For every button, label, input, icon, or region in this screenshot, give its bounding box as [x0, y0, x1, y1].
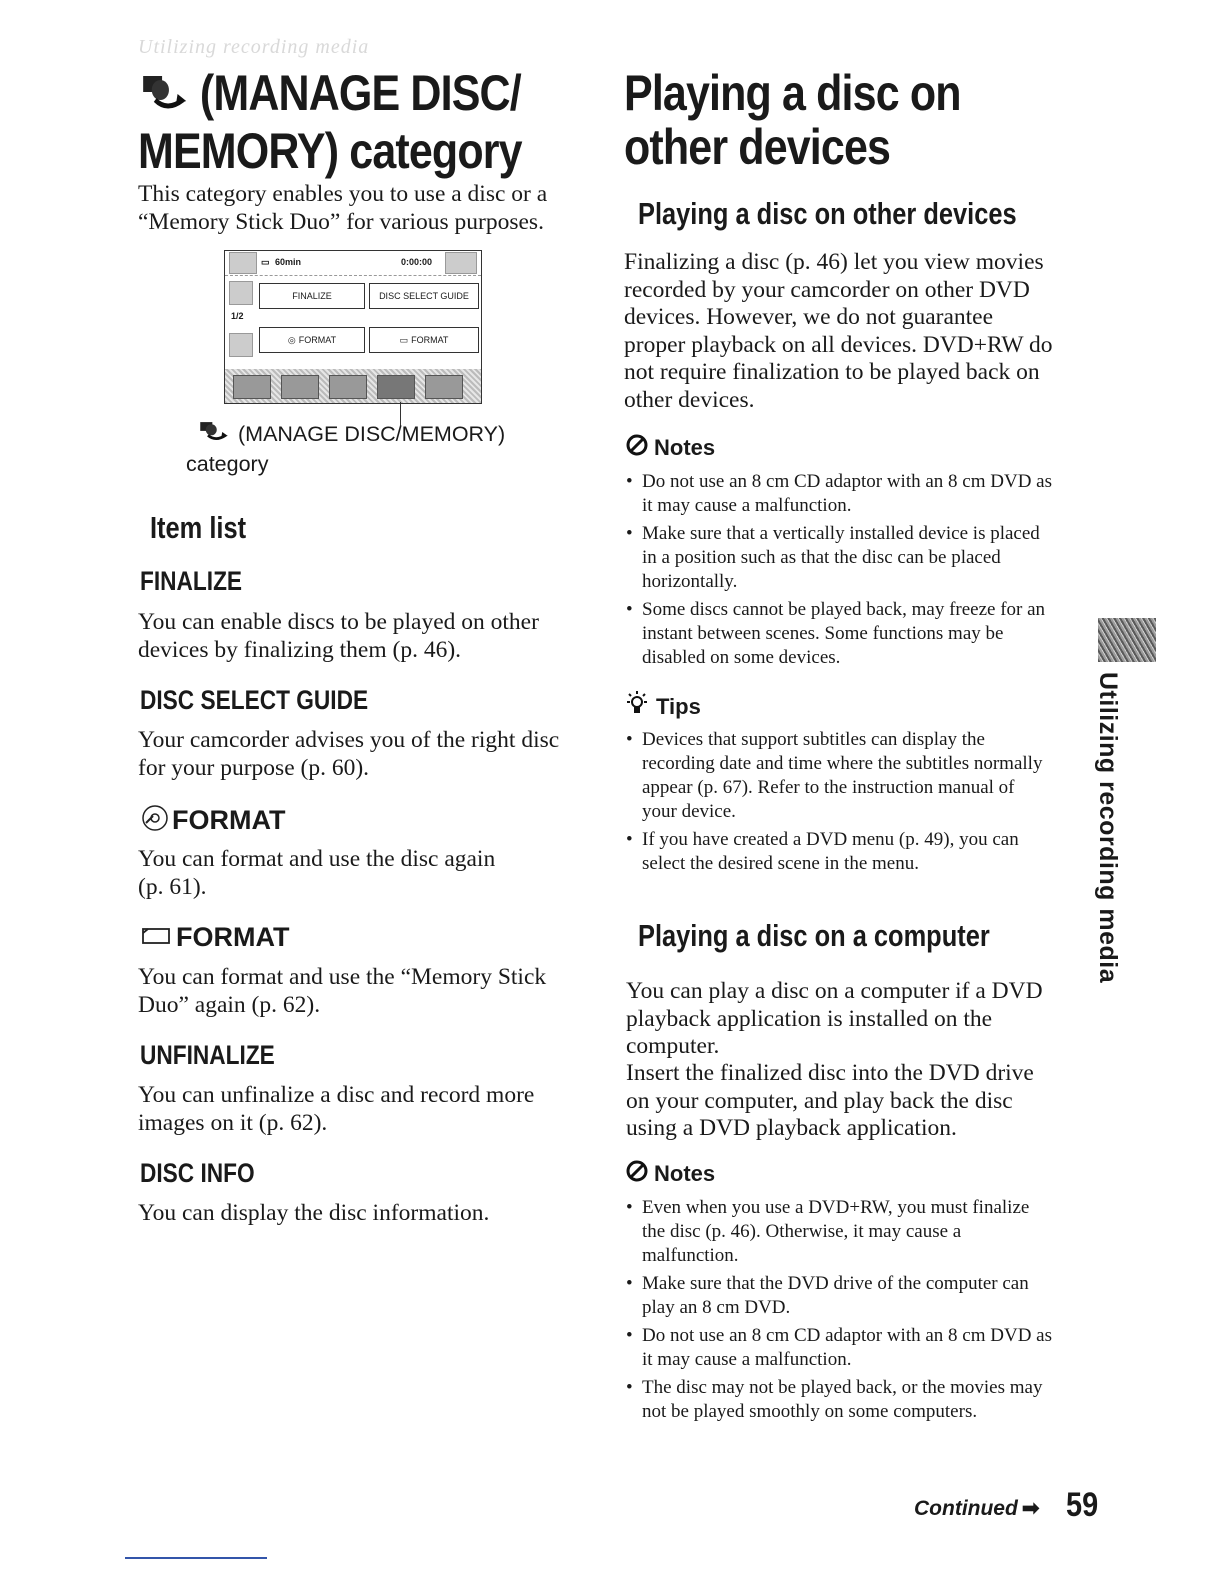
item-list-heading: Item list	[150, 510, 247, 545]
chapter-tab-marker	[1098, 618, 1156, 662]
item-text-disc-format: You can format and use the disc again (p. 61).	[138, 846, 496, 900]
caption-line-1: (MANAGE DISC/MEMORY)	[194, 420, 505, 450]
continued-label: Continued ➡	[914, 1497, 1040, 1520]
screen-category-bar	[225, 369, 481, 403]
screen-caption	[186, 420, 505, 478]
title-line-2: other devices	[624, 119, 891, 175]
list-item: • Devices that support subtitles can display the recording date and time where the subtitles normally appear (p. 67). Refer to the instruction manual of your device.	[624, 728, 1054, 824]
running-head: Utilizing recording media	[138, 36, 370, 58]
menu-screen-illustration	[224, 250, 482, 404]
tips-list	[624, 728, 1054, 880]
manage-disc-icon	[194, 421, 234, 450]
ms-format-button: ▭ FORMAT	[369, 327, 479, 353]
notes-icon	[626, 434, 648, 462]
item-heading-unfinalize: UNFINALIZE	[140, 1040, 275, 1070]
lightbulb-icon	[626, 690, 648, 724]
item-heading-disc-select-guide: DISC SELECT GUIDE	[140, 685, 369, 715]
title-line-1: (MANAGE DISC/	[138, 66, 522, 124]
bottom-rule	[125, 1557, 267, 1559]
list-item: • If you have created a DVD menu (p. 49), you can select the desired scene in the menu.	[624, 828, 1054, 876]
category-tab-2	[281, 375, 319, 399]
chapter-tab-label: Utilizing recording media	[1094, 672, 1122, 984]
category-tab-3	[329, 375, 367, 399]
screen-close-button	[445, 252, 477, 274]
section-heading-other-devices: Playing a disc on other devices	[638, 196, 1017, 231]
item-text-ms-format: You can format and use the “Memory Stick Duo” again (p. 62).	[138, 964, 547, 1018]
list-item: • Even when you use a DVD+RW, you must finalize the disc (p. 46). Otherwise, it may cause a malfunction.	[624, 1196, 1054, 1268]
list-item: • Do not use an 8 cm CD adaptor with an 8 cm DVD as it may cause a malfunction.	[624, 470, 1054, 518]
section-text-computer-2: Insert the finalized disc into the DVD drive on your computer, and play back the disc using a DVD playback application.	[626, 1060, 1034, 1141]
screen-up-button	[229, 281, 253, 305]
tips-heading: Tips	[626, 690, 701, 724]
disc-format-icon	[140, 803, 170, 838]
item-text-disc-info: You can display the disc information.	[138, 1200, 490, 1226]
list-item: • Do not use an 8 cm CD adaptor with an 8 cm DVD as it may cause a malfunction.	[624, 1324, 1054, 1372]
remaining-time: 60min	[275, 257, 302, 267]
finalize-button: FINALIZE	[259, 283, 365, 309]
category-tab-1	[233, 375, 271, 399]
arrow-right-icon: ➡	[1021, 1497, 1040, 1520]
notes-heading-2: Notes	[626, 1160, 715, 1188]
caption-line-2: category	[186, 451, 269, 476]
page-indicator: 1/2	[231, 311, 244, 321]
disc-format-button: ◎ FORMAT	[259, 327, 365, 353]
item-text-disc-select-guide: Your camcorder advises you of the right disc for your purpose (p. 60).	[138, 727, 560, 781]
page-number: 59	[1066, 1486, 1099, 1524]
category-tab-5	[425, 375, 463, 399]
section-heading-computer: Playing a disc on a computer	[638, 918, 990, 953]
list-item: • Make sure that a vertically installed device is placed in a position such as that the disc can be placed horizontally.	[624, 522, 1054, 594]
section-text-other-devices: Finalizing a disc (p. 46) let you view movies recorded by your camcorder on other DVD devices. However, we do not guarantee proper playback on all devices. DVD+RW do not require finalization to be played back on other devices.	[624, 249, 1053, 413]
category-intro: This category enables you to use a disc or a “Memory Stick Duo” for various purposes.	[138, 181, 548, 235]
item-heading-finalize: FINALIZE	[140, 566, 243, 596]
item-text-finalize: You can enable discs to be played on other devices by finalizing them (p. 46).	[138, 609, 539, 663]
manage-disc-icon	[138, 70, 191, 124]
section-text-computer-1: You can play a disc on a computer if a DVD playback application is installed on the computer.	[626, 978, 1043, 1059]
notes-list-2	[624, 1196, 1054, 1428]
disc-icon: ▭	[261, 257, 270, 267]
notes-list-1	[624, 470, 1054, 674]
item-heading-disc-info: DISC INFO	[140, 1158, 255, 1188]
memory-stick-icon	[140, 924, 172, 951]
disc-select-guide-button: DISC SELECT GUIDE	[369, 283, 479, 309]
screen-status-bar	[225, 251, 481, 276]
page-title-left	[138, 66, 522, 178]
item-text-unfinalize: You can unfinalize a disc and record more images on it (p. 62).	[138, 1082, 535, 1136]
screen-down-button	[229, 333, 253, 357]
timecode: 0:00:00	[401, 257, 433, 267]
category-tab-manage	[377, 375, 415, 399]
title-line-1: Playing a disc on	[624, 65, 961, 121]
title-line-2: MEMORY) category	[138, 122, 522, 179]
item-heading-disc-format: FORMAT	[140, 803, 285, 838]
list-item: • Make sure that the DVD drive of the computer can play an 8 cm DVD.	[624, 1272, 1054, 1320]
notes-icon	[626, 1160, 648, 1188]
page-title-right	[624, 66, 961, 174]
screen-back-button	[229, 252, 257, 274]
notes-heading-1: Notes	[626, 434, 715, 462]
list-item: • Some discs cannot be played back, may freeze for an instant between scenes. Some functions may be disabled on some devices.	[624, 598, 1054, 670]
item-heading-ms-format: FORMAT	[140, 922, 289, 953]
list-item: • The disc may not be played back, or the movies may not be played smoothly on some computers.	[624, 1376, 1054, 1424]
